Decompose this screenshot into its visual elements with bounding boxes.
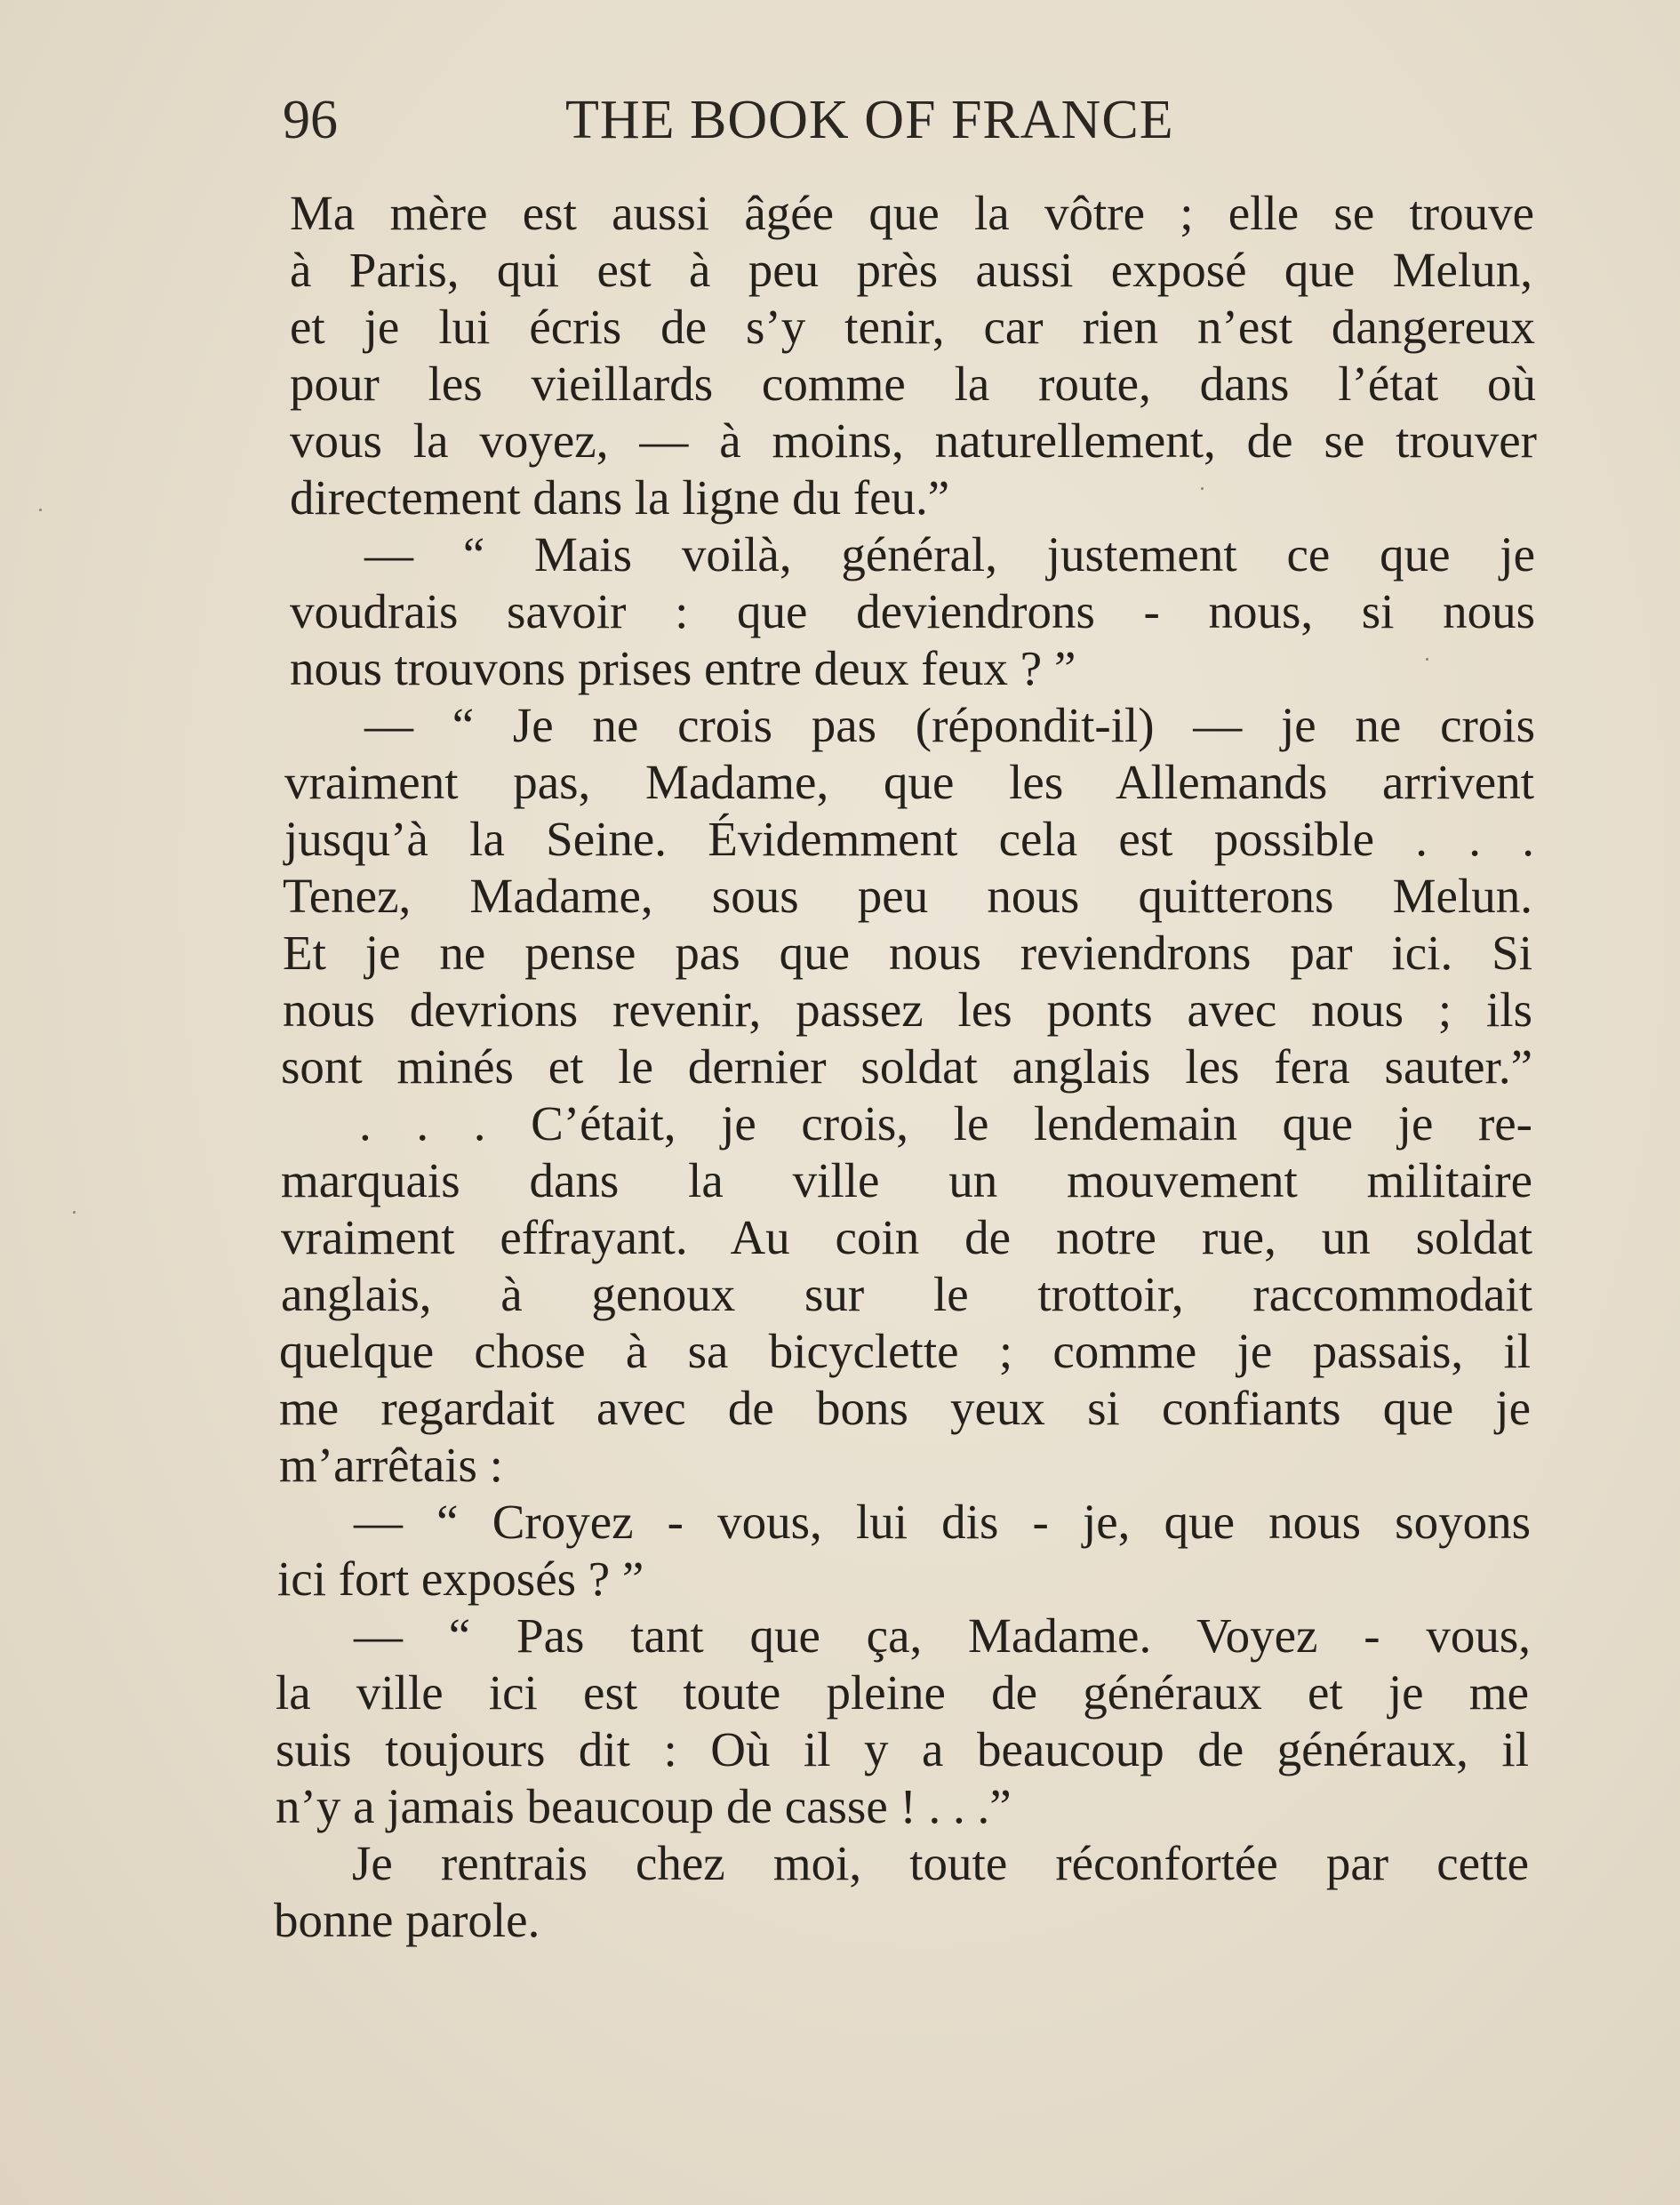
text-line: Je rentrais chez moi, toute réconfortée par cette	[352, 1836, 1529, 1890]
paper-speck	[1201, 487, 1204, 490]
text-line: suis toujours dit : Où il y a beaucoup de généraux, il	[276, 1722, 1529, 1776]
text-line: marquais dans la ville un mouvement militaire	[281, 1153, 1532, 1207]
text-line: n’y a jamais beaucoup de casse ! . . .”	[276, 1779, 1012, 1833]
text-line: pour les vieillards comme la route, dans l’état où	[290, 357, 1536, 411]
text-line: jusqu’à la Seine. Évidemment cela est possible . . .	[284, 812, 1534, 866]
text-line: voudrais savoir : que deviendrons - nous, si nous	[290, 584, 1535, 638]
text-line: la ville ici est toute pleine de généraux et je me	[276, 1665, 1529, 1720]
text-line: anglais, à genoux sur le trottoir, raccommodait	[281, 1267, 1532, 1321]
text-line: nous trouvons prises entre deux feux ? ”	[290, 641, 1076, 695]
text-line: sont minés et le dernier soldat anglais les fera sauter.”	[281, 1039, 1532, 1094]
text-line: et je lui écris de s’y tenir, car rien n’est dangereux	[290, 300, 1535, 354]
text-line: vous la voyez, — à moins, naturellement, de se trouver	[290, 413, 1537, 468]
text-line: me regardait avec de bons yeux si confiants que je	[279, 1381, 1531, 1435]
text-line: Ma mère est aussi âgée que la vôtre ; elle se trouve	[290, 186, 1534, 240]
text-line: bonne parole.	[274, 1893, 540, 1947]
text-line: m’arrêtais :	[279, 1438, 503, 1492]
text-line: à Paris, qui est à peu près aussi exposé que Melun,	[290, 243, 1532, 297]
text-line: Tenez, Madame, sous peu nous quitterons Melun.	[283, 869, 1532, 923]
text-line: directement dans la ligne du feu.”	[290, 470, 950, 525]
text-line: ici fort exposés ? ”	[277, 1552, 644, 1606]
text-line: — “ Mais voilà, général, justement ce que je	[364, 527, 1535, 581]
text-line: nous devrions revenir, passez les ponts avec nous ; ils	[283, 982, 1532, 1037]
text-line: — “ Je ne crois pas (répondit-il) — je ne crois	[364, 698, 1535, 752]
text-line: quelque chose à sa bicyclette ; comme je passais, il	[279, 1324, 1531, 1378]
book-title: THE BOOK OF FRANCE	[565, 90, 1174, 150]
paper-speck	[39, 509, 42, 511]
text-line: — “ Croyez - vous, lui dis - je, que nous soyons	[354, 1495, 1531, 1549]
text-line: Et je ne pense pas que nous reviendrons par ici. Si	[283, 926, 1532, 980]
text-line: . . . C’était, je crois, le lendemain que je re-	[359, 1096, 1532, 1151]
text-line: — “ Pas tant que ça, Madame. Voyez - vous,	[354, 1608, 1531, 1663]
paper-speck	[73, 1211, 76, 1214]
page-number: 96	[283, 90, 338, 150]
paper-speck	[1426, 658, 1428, 661]
text-line: vraiment pas, Madame, que les Allemands arrivent	[284, 755, 1534, 809]
text-line: vraiment effrayant. Au coin de notre rue, un soldat	[281, 1210, 1532, 1264]
